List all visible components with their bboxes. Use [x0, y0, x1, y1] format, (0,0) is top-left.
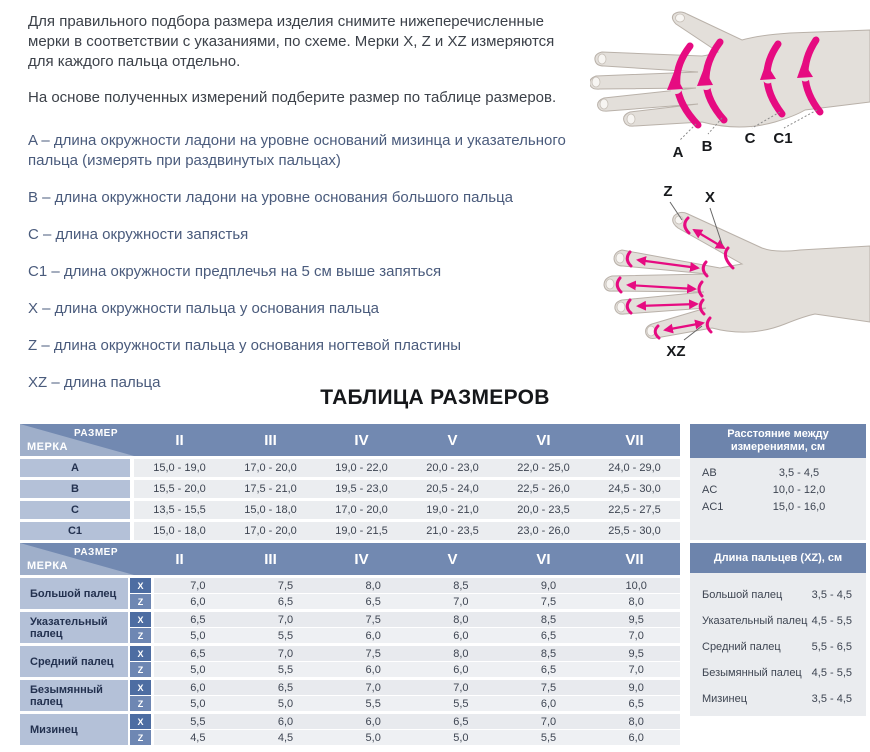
value-cell: 6,5 [540, 663, 557, 676]
value-cell: 20,5 - 24,0 [426, 483, 479, 495]
band-label-c1: C1 [773, 130, 793, 147]
finger-length-panel [690, 543, 866, 716]
panel-row [702, 615, 852, 627]
value-cell: 10,0 [625, 579, 647, 592]
panel-row-label: Средний палец [702, 641, 781, 653]
value-cell: 7,5 [540, 595, 557, 608]
finger-row-group [20, 680, 680, 711]
table1-size-header: VI [536, 431, 551, 449]
legend-item-c: C – длина окружности запястья [28, 226, 249, 243]
value-cell: 7,0 [453, 595, 469, 608]
value-cell: 5,5 [277, 663, 294, 676]
value-cell: 8,0 [628, 715, 644, 728]
size-table-circumferences [20, 424, 680, 540]
value-cell: 15,0 - 19,0 [153, 462, 206, 474]
finger-name: Мизинец [20, 714, 128, 745]
legend-item-x: X – длина окружности пальца у основания пальца [28, 300, 380, 317]
xz-badges [130, 578, 151, 609]
panel-row [702, 693, 852, 705]
value-cell: 13,5 - 15,5 [153, 504, 206, 516]
value-cell: 5,0 [190, 697, 206, 710]
value-cell: 6,5 [540, 629, 557, 642]
finger-values [154, 646, 680, 677]
x-value-row [154, 680, 680, 695]
value-cell: 22,5 - 27,5 [608, 504, 661, 516]
panel-row-label: Указательный палец [702, 615, 808, 627]
xz-badges [130, 680, 151, 711]
value-cell: 15,0 - 18,0 [153, 525, 206, 537]
value-cell: 15,5 - 20,0 [153, 483, 206, 495]
value-cell: 8,0 [365, 579, 381, 592]
value-cell: 5,0 [453, 731, 469, 744]
value-cell: 24,5 - 30,0 [608, 483, 661, 495]
value-cell: 4,5 [277, 731, 294, 744]
value-cell: 8,5 [540, 647, 557, 660]
table1-size-header: II [175, 431, 184, 449]
table1-size-header: III [264, 431, 277, 449]
value-cell: 8,5 [540, 613, 557, 626]
table2-size-header: III [264, 550, 277, 568]
label-z: Z [663, 183, 673, 200]
band-label-b: B [701, 138, 713, 155]
value-cell: 6,5 [190, 647, 206, 660]
value-cell: 5,0 [190, 663, 206, 676]
distance-panel-body [690, 458, 866, 540]
panel-row-label: Мизинец [702, 693, 747, 705]
value-cell: 6,5 [277, 595, 294, 608]
panel-row [702, 482, 854, 499]
panel-row-value: 3,5 - 4,5 [811, 693, 852, 705]
value-cell: 19,0 - 21,5 [335, 525, 388, 537]
intro-paragraph-1: Для правильного подбора размера изделия снимите нижеперечисленные мерки в соответствии с указаниями, по схеме. Мерки X, Z и XZ измеряются для каждого пальца отдельно. [28, 13, 555, 70]
value-cell: 7,0 [277, 613, 294, 626]
table2-header-row [20, 543, 680, 575]
legend-item-b: B – длина окружности ладони на уровне основания большого пальца [28, 189, 514, 206]
finger-row-group [20, 612, 680, 643]
z-value-row [154, 628, 680, 643]
value-cell: 5,5 [365, 697, 381, 710]
z-badge: Z [130, 594, 151, 609]
finger-row-group [20, 646, 680, 677]
xz-badges [130, 714, 151, 745]
value-cell: 7,0 [365, 681, 381, 694]
table1-size-header: V [447, 431, 458, 449]
value-cell: 17,0 - 20,0 [335, 504, 388, 516]
table1-corner-cell [20, 424, 134, 456]
table2-size-header: II [175, 550, 184, 568]
panel-row [702, 589, 852, 601]
xz-badges [130, 646, 151, 677]
panel-row-label: AC [702, 484, 718, 496]
panel-row-value: 15,0 - 16,0 [772, 501, 826, 513]
legend-item-c1: C1 – длина окружности предплечья на 5 см выше запяться [28, 263, 442, 280]
row-values [134, 480, 680, 498]
size-table-fingers [20, 543, 680, 745]
panel-row [702, 499, 854, 516]
value-cell: 6,5 [365, 595, 381, 608]
value-cell: 19,0 - 21,0 [426, 504, 479, 516]
value-cell: 9,0 [628, 681, 644, 694]
band-label-c: C [744, 130, 756, 147]
panel-row-label: Безымянный палец [702, 667, 802, 679]
panel-row [702, 465, 854, 482]
table1-header-row [20, 424, 680, 456]
x-value-row [154, 714, 680, 729]
intro-paragraph-2: На основе полученных измерений подберите размер по таблице размеров. [28, 89, 557, 106]
value-cell: 6,5 [277, 681, 294, 694]
hand-diagram-circumferences [590, 0, 870, 170]
x-badge: X [130, 612, 151, 627]
row-values [134, 459, 680, 477]
distance-panel-header: Расстояние между измерениями, см [690, 424, 866, 458]
finger-values [154, 714, 680, 745]
value-cell: 21,0 - 23,5 [426, 525, 479, 537]
value-cell: 9,0 [540, 579, 557, 592]
table2-size-header: V [447, 550, 458, 568]
hand-diagram-fingers [590, 176, 870, 371]
value-cell: 7,5 [540, 681, 557, 694]
value-cell: 6,0 [628, 731, 644, 744]
x-badge: X [130, 714, 151, 729]
z-value-row [154, 696, 680, 711]
value-cell: 7,0 [628, 629, 644, 642]
panel-row-value: 5,5 - 6,5 [811, 641, 852, 653]
row-values [134, 501, 680, 519]
value-cell: 6,5 [628, 697, 644, 710]
table2-size-header: IV [354, 550, 369, 568]
label-xz: XZ [666, 343, 686, 360]
panel-row-label: Большой палец [702, 589, 783, 601]
value-cell: 6,5 [190, 613, 206, 626]
legend-item-xz: XZ – длина пальца [28, 374, 161, 391]
value-cell: 6,0 [190, 595, 206, 608]
finger-name: Большой палец [20, 578, 128, 609]
panel-row [702, 667, 852, 679]
legend-item-a: A – длина окружности ладони на уровне оснований мизинца и указательного пальца (измерять при раздвинутых пальцах) [28, 132, 566, 169]
z-badge: Z [130, 730, 151, 745]
measure-row-label: C1 [20, 522, 130, 540]
value-cell: 7,0 [453, 681, 469, 694]
value-cell: 7,5 [277, 579, 294, 592]
value-cell: 23,0 - 26,0 [517, 525, 570, 537]
table-row [20, 522, 680, 540]
value-cell: 7,0 [190, 579, 206, 592]
table-row [20, 501, 680, 519]
measure-row-label: A [20, 459, 130, 477]
value-cell: 9,5 [628, 613, 644, 626]
xz-badges [130, 612, 151, 643]
value-cell: 20,0 - 23,0 [426, 462, 479, 474]
z-value-row [154, 662, 680, 677]
value-cell: 6,0 [365, 629, 381, 642]
value-cell: 6,0 [365, 663, 381, 676]
finger-name: Средний палец [20, 646, 128, 677]
value-cell: 7,0 [628, 663, 644, 676]
finger-name: Указательный палец [20, 612, 128, 643]
value-cell: 5,0 [365, 731, 381, 744]
row-values [134, 522, 680, 540]
value-cell: 22,0 - 25,0 [517, 462, 570, 474]
z-badge: Z [130, 628, 151, 643]
value-cell: 24,0 - 29,0 [608, 462, 661, 474]
value-cell: 6,0 [365, 715, 381, 728]
panel-row-label: AC1 [702, 501, 724, 513]
hand-silhouette [590, 12, 870, 127]
value-cell: 8,0 [453, 647, 469, 660]
value-cell: 6,0 [190, 681, 206, 694]
value-cell: 6,0 [453, 629, 469, 642]
panel-row [702, 641, 852, 653]
value-cell: 5,5 [190, 715, 206, 728]
value-cell: 5,0 [190, 629, 206, 642]
z-value-row [154, 730, 680, 745]
corner-measure-label: МЕРКА [27, 560, 68, 572]
z-badge: Z [130, 696, 151, 711]
table2-size-header: VI [536, 550, 551, 568]
value-cell: 20,0 - 23,5 [517, 504, 570, 516]
distance-panel [690, 424, 866, 540]
finger-values [154, 680, 680, 711]
value-cell: 17,5 - 21,0 [244, 483, 297, 495]
value-cell: 5,5 [540, 731, 557, 744]
value-cell: 17,0 - 20,0 [244, 462, 297, 474]
table-row [20, 459, 680, 477]
corner-size-label: РАЗМЕР [74, 428, 118, 439]
finger-row-group [20, 714, 680, 745]
value-cell: 6,0 [453, 663, 469, 676]
corner-size-label: РАЗМЕР [74, 547, 118, 558]
value-cell: 22,5 - 26,0 [517, 483, 570, 495]
hand-silhouette [604, 212, 870, 338]
x-badge: X [130, 646, 151, 661]
measure-row-label: C [20, 501, 130, 519]
x-value-row [154, 578, 680, 593]
corner-measure-label: МЕРКА [27, 441, 68, 453]
value-cell: 7,5 [365, 613, 381, 626]
finger-length-panel-header: Длина пальцев (XZ), см [690, 543, 866, 573]
value-cell: 7,0 [540, 715, 557, 728]
value-cell: 6,5 [453, 715, 469, 728]
value-cell: 5,0 [277, 697, 294, 710]
table2-size-header: VII [625, 550, 644, 568]
band-label-a: A [672, 144, 684, 161]
panel-row-value: 4,5 - 5,5 [811, 667, 852, 679]
panel-row-value: 3,5 - 4,5 [778, 467, 820, 479]
panel-row-value: 10,0 - 12,0 [772, 484, 826, 496]
value-cell: 6,0 [540, 697, 557, 710]
measure-row-label: B [20, 480, 130, 498]
value-cell: 6,0 [277, 715, 294, 728]
finger-name: Безымянный палец [20, 680, 128, 711]
x-badge: X [130, 578, 151, 593]
z-badge: Z [130, 662, 151, 677]
value-cell: 8,5 [453, 579, 469, 592]
intro-text-block [28, 12, 584, 124]
table-row [20, 480, 680, 498]
x-value-row [154, 612, 680, 627]
panel-row-value: 3,5 - 4,5 [811, 589, 852, 601]
x-badge: X [130, 680, 151, 695]
value-cell: 4,5 [190, 731, 206, 744]
finger-values [154, 612, 680, 643]
value-cell: 7,0 [277, 647, 294, 660]
table2-corner-cell [20, 543, 134, 575]
label-x: X [704, 189, 716, 206]
value-cell: 7,5 [365, 647, 381, 660]
value-cell: 19,0 - 22,0 [335, 462, 388, 474]
size-table-title: ТАБЛИЦА РАЗМЕРОВ [320, 386, 550, 409]
value-cell: 19,5 - 23,0 [335, 483, 388, 495]
z-value-row [154, 594, 680, 609]
finger-values [154, 578, 680, 609]
measurement-legend [28, 131, 590, 410]
table1-size-header: VII [625, 431, 644, 449]
legend-item-z: Z – длина окружности пальца у основания ногтевой пластины [28, 337, 462, 354]
panel-row-label: AB [702, 467, 717, 479]
value-cell: 8,0 [453, 613, 469, 626]
value-cell: 9,5 [628, 647, 644, 660]
x-value-row [154, 646, 680, 661]
value-cell: 25,5 - 30,0 [608, 525, 661, 537]
value-cell: 5,5 [453, 697, 469, 710]
finger-row-group [20, 578, 680, 609]
finger-length-panel-body [690, 573, 866, 716]
value-cell: 8,0 [628, 595, 644, 608]
value-cell: 5,5 [277, 629, 294, 642]
table1-size-header: IV [354, 431, 369, 449]
value-cell: 17,0 - 20,0 [244, 525, 297, 537]
panel-row-value: 4,5 - 5,5 [811, 615, 852, 627]
value-cell: 15,0 - 18,0 [244, 504, 297, 516]
